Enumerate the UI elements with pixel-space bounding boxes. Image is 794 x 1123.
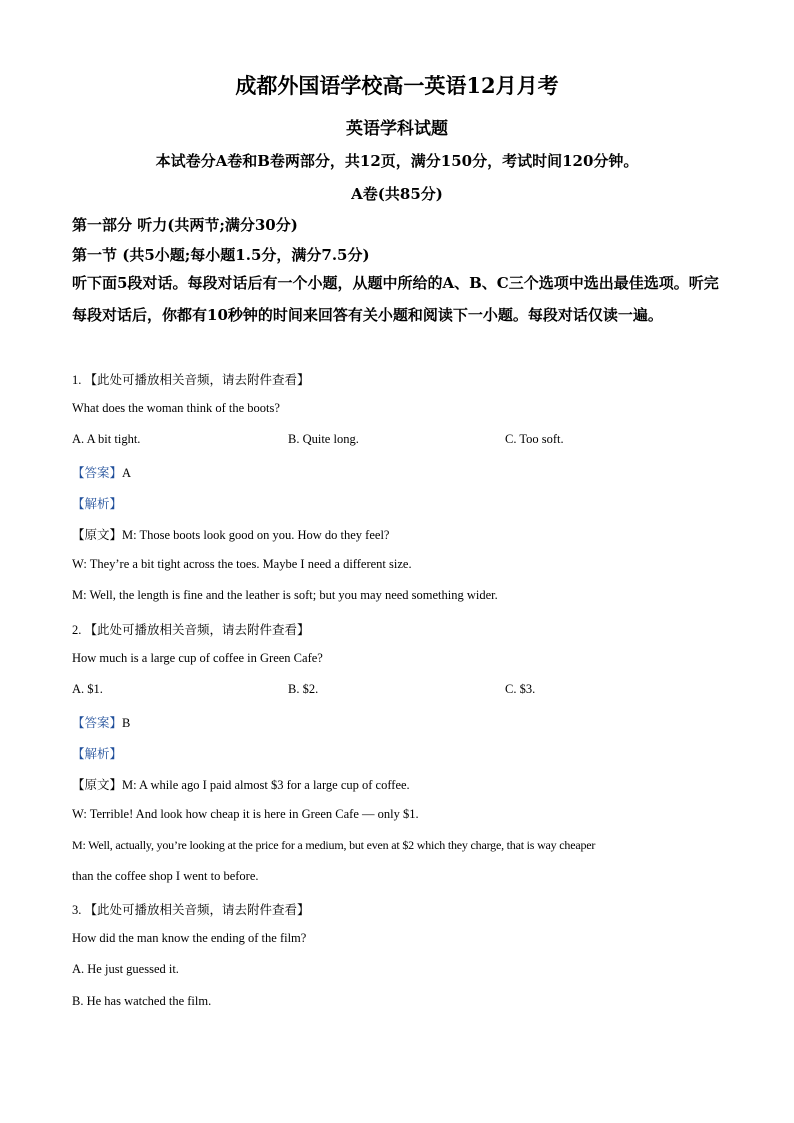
question-1-header: [72, 370, 310, 388]
question-2-transcript-line: W: Terrible! And look how cheap it is here in Green Cafe — only $1.: [72, 807, 419, 821]
transcript-label: 【原文】: [72, 528, 123, 542]
part-1-heading: 第一部分 听力(共两节;满分30分): [72, 216, 298, 234]
page-title: 成都外国语学校高一英语12月月考: [235, 73, 559, 98]
question-1-option-b: B. Quite long.: [288, 432, 359, 446]
question-2-option-b: B. $2.: [288, 682, 319, 696]
question-1-transcript-line: M: Well, the length is fine and the leather is soft; but you may need something wider.: [72, 588, 498, 602]
question-1-option-c: C. Too soft.: [505, 432, 564, 446]
question-2-transcript-line: than the coffee shop I went to before.: [72, 869, 259, 883]
instructions: 听下面5段对话。每段对话后有一个小题，从题中所给的A、B、C三个选项中选出最佳选项。听完每段对话后，你都有10秒钟的时间来回答有关小题和阅读下一小题。每段对话仅读一遍。: [72, 274, 719, 324]
answer-label: 【答案】: [72, 716, 123, 730]
audio-placeholder[interactable]: 【此处可播放相关音频，请去附件查看】: [84, 903, 310, 917]
answer-value: B: [122, 716, 131, 730]
question-2-option-a: A. $1.: [72, 682, 103, 696]
question-number: 2.: [72, 623, 82, 637]
audio-placeholder[interactable]: 【此处可播放相关音频，请去附件查看】: [84, 623, 310, 637]
question-3-header: [72, 900, 310, 918]
answer-label: 【答案】: [72, 466, 123, 480]
question-3-text: How did the man know the ending of the film?: [72, 931, 307, 945]
volume-a-heading: A卷(共85分): [351, 185, 443, 203]
audio-placeholder[interactable]: 【此处可播放相关音频，请去附件查看】: [84, 373, 310, 387]
question-2-answer: [72, 713, 130, 731]
question-1-text: What does the woman think of the boots?: [72, 401, 280, 415]
question-2-option-c: C. $3.: [505, 682, 536, 696]
question-3-option-a: A. He just guessed it.: [72, 962, 179, 976]
transcript-text: M: A while ago I paid almost $3 for a large cup of coffee.: [122, 778, 410, 792]
question-1-option-a: A. A bit tight.: [72, 432, 141, 446]
transcript-label: 【原文】: [72, 778, 123, 792]
question-1-answer: [72, 463, 131, 481]
question-2-transcript-line: M: Well, actually, you’re looking at the price for a medium, but even at $2 which they charge, that is way cheaper: [72, 838, 596, 852]
question-number: 1.: [72, 373, 82, 387]
question-3-option-b: B. He has watched the film.: [72, 994, 212, 1008]
question-number: 3.: [72, 903, 82, 917]
page-subtitle: 英语学科试题: [346, 119, 448, 139]
section-1-heading: 第一节 (共5小题;每小题1.5分，满分7.5分): [72, 246, 370, 264]
question-2-text: How much is a large cup of coffee in Green Cafe?: [72, 651, 323, 665]
question-1-analysis-label: 【解析】: [72, 497, 123, 511]
question-2-analysis-label: 【解析】: [72, 747, 123, 761]
question-2-transcript-line: [72, 775, 410, 793]
question-1-transcript-line: [72, 525, 389, 543]
transcript-text: M: Those boots look good on you. How do they feel?: [122, 528, 390, 542]
answer-value: A: [122, 466, 132, 480]
exam-info: 本试卷分A卷和B卷两部分，共12页，满分150分，考试时间120分钟。: [155, 152, 639, 170]
question-2-header: [72, 620, 310, 638]
question-1-transcript-line: W: They’re a bit tight across the toes. Maybe I need a different size.: [72, 557, 412, 571]
